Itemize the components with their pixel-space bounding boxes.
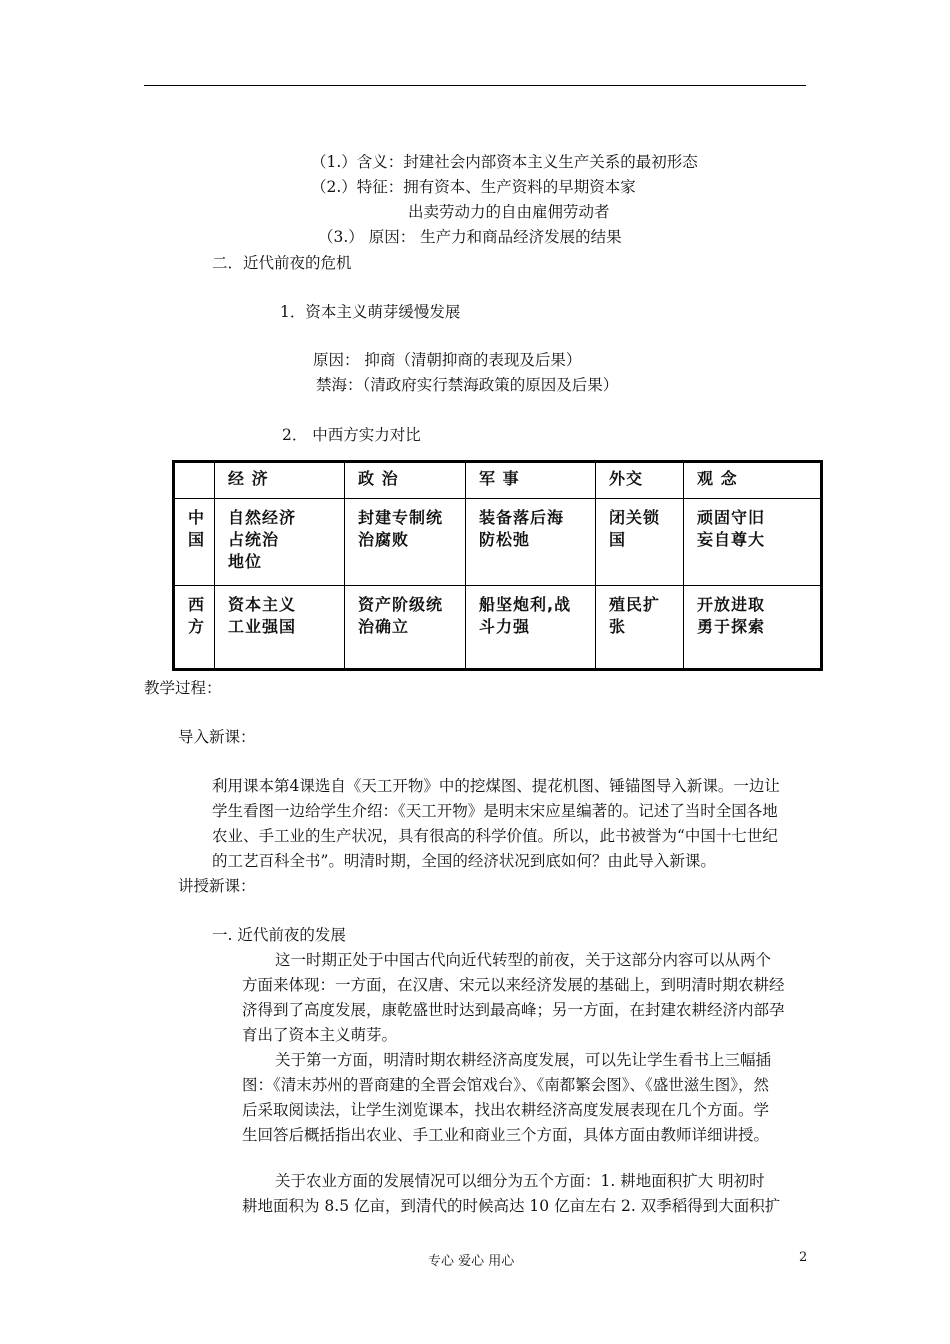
table-cell: 顽固守旧 妄自尊大 xyxy=(684,499,822,586)
paragraph-line: 农业、手工业的生产状况，具有很高的科学价值。所以，此书被誉为“中国十七世纪 xyxy=(212,827,778,845)
paragraph-line: 关于农业方面的发展情况可以细分为五个方面：1. 耕地面积扩大 明初时 xyxy=(275,1172,765,1190)
table-cell: 闭关锁 国 xyxy=(596,499,684,586)
teaching-process-heading: 教学过程： xyxy=(144,679,222,697)
section-heading-crisis: 二．近代前夜的危机 xyxy=(212,254,352,272)
table-cell: 殖民扩 张 xyxy=(596,586,684,670)
outline-features-cont: 出卖劳动力的自由雇佣劳动者 xyxy=(408,203,610,221)
paragraph-line: 利用课本第4课选自《天工开物》中的挖煤图、提花机图、锤锚图导入新课。一边让 xyxy=(212,777,780,795)
paragraph-line: 的工艺百科全书”。明清时期，全国的经济状况到底如何？由此导入新课。 xyxy=(212,852,716,870)
outline-features: （2.）特征：拥有资本、生产资料的早期资本家 xyxy=(311,178,636,196)
footer-motto: 专心 爱心 用心 xyxy=(428,1254,515,1269)
table-cell: 装备落后海 防松弛 xyxy=(466,499,596,586)
table-header-row xyxy=(174,462,822,499)
paragraph-line: 方面来体现：一方面，在汉唐、宋元以来经济发展的基础上，到明清时期农耕经 xyxy=(242,976,785,994)
table-row xyxy=(174,586,822,670)
section-heading-development: 一. 近代前夜的发展 xyxy=(212,926,346,944)
table-row xyxy=(174,499,822,586)
intro-heading: 导入新课： xyxy=(178,728,256,746)
table-header-cell: 经 济 xyxy=(215,462,345,499)
table-header-cell: 观 念 xyxy=(684,462,822,499)
reason-sea-ban: 禁海：（清政府实行禁海政策的原因及后果） xyxy=(316,376,619,394)
paragraph-line: 学生看图一边给学生介绍：《天工开物》是明末宋应星编著的。记述了当时全国各地 xyxy=(212,802,778,820)
table-header-cell xyxy=(174,462,215,499)
comparison-table xyxy=(172,460,823,671)
paragraph-line: 这一时期正处于中国古代向近代转型的前夜，关于这部分内容可以从两个 xyxy=(275,951,772,969)
table-cell: 资本主义 工业强国 xyxy=(215,586,345,670)
table-header-cell: 政 治 xyxy=(345,462,466,499)
reason-restrict-commerce: 原因： 抑商（清朝抑商的表现及后果） xyxy=(313,351,582,369)
paragraph-line: 图：《清末苏州的晋商建的全晋会馆戏台》、《南都繁会图》、《盛世滋生图》，然 xyxy=(242,1076,770,1094)
paragraph-line: 后采取阅读法，让学生浏览课本，找出农耕经济高度发展表现在几个方面。学 xyxy=(242,1101,770,1119)
paragraph-line: 耕地面积为 8.5 亿亩，到清代的时候高达 10 亿亩左右 2. 双季稻得到大面积扩 xyxy=(242,1197,781,1215)
header-rule xyxy=(144,85,806,86)
table-cell: 中 国 xyxy=(174,499,215,586)
paragraph-line: 育出了资本主义萌芽。 xyxy=(242,1026,398,1044)
lecture-heading: 讲授新课： xyxy=(178,877,256,895)
table-cell: 西 方 xyxy=(174,586,215,670)
subheading-slow-development: 1．资本主义萌芽缓慢发展 xyxy=(280,303,461,321)
outline-reason: （3.） 原因： 生产力和商品经济发展的结果 xyxy=(318,228,622,246)
table-header-cell: 外交 xyxy=(596,462,684,499)
table-cell: 自然经济 占统治 地位 xyxy=(215,499,345,586)
table-cell: 资产阶级统 治确立 xyxy=(345,586,466,670)
paragraph-line: 关于第一方面，明清时期农耕经济高度发展，可以先让学生看书上三幅插 xyxy=(275,1051,772,1069)
paragraph-line: 济得到了高度发展，康乾盛世时达到最高峰；另一方面，在封建农耕经济内部孕 xyxy=(242,1001,785,1019)
table-cell: 船坚炮利,战 斗力强 xyxy=(466,586,596,670)
table-header-cell: 军 事 xyxy=(466,462,596,499)
table-cell: 封建专制统 治腐败 xyxy=(345,499,466,586)
table-cell: 开放进取 勇于探索 xyxy=(684,586,822,670)
paragraph-line: 生回答后概括指出农业、手工业和商业三个方面，具体方面由教师详细讲授。 xyxy=(242,1126,770,1144)
subheading-comparison: 2． 中西方实力对比 xyxy=(282,426,421,444)
outline-meaning: （1.）含义：封建社会内部资本主义生产关系的最初形态 xyxy=(311,153,698,171)
page-number: 2 xyxy=(799,1250,808,1265)
